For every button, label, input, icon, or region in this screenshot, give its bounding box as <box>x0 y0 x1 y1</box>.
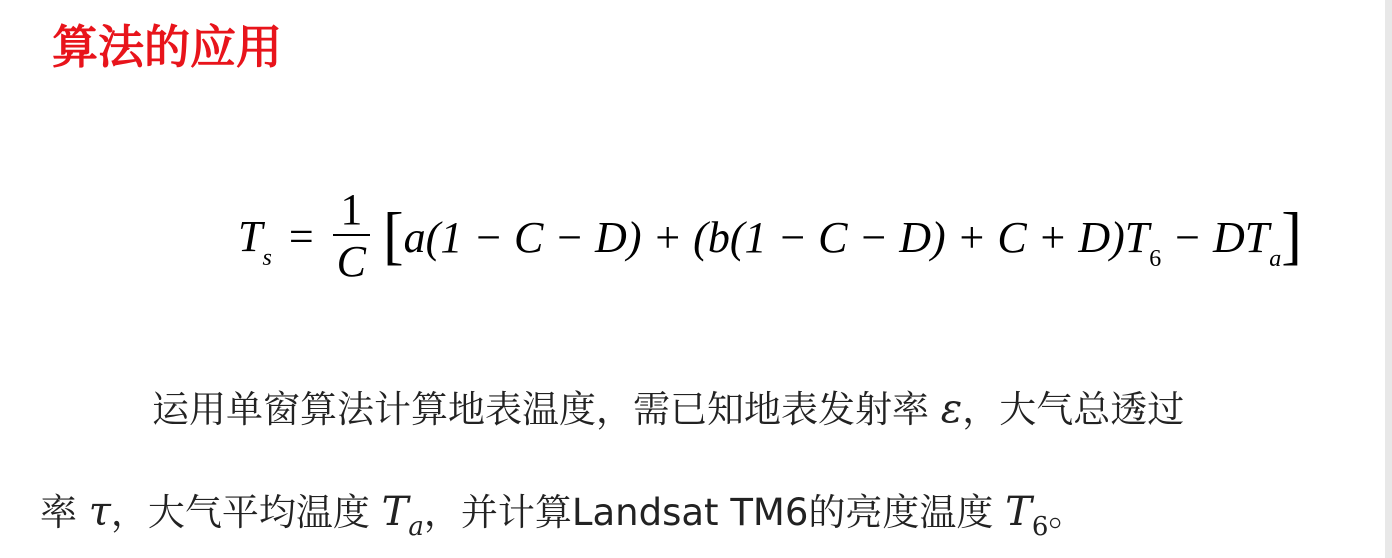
epsilon-symbol: ε <box>940 386 963 432</box>
formula-equals: = <box>288 211 314 261</box>
paragraph-line-1 <box>40 384 1350 435</box>
fraction-bar <box>333 234 370 236</box>
formula-ta-sub: a <box>1269 245 1282 272</box>
scroll-edge <box>1385 0 1392 558</box>
ta-symbol: T <box>381 489 409 535</box>
formula-lhs-sub: s <box>262 244 272 271</box>
t6-symbol-sub: 6 <box>1031 512 1049 542</box>
t6-symbol: T <box>1005 489 1032 535</box>
line2-text-end: 。 <box>1048 491 1086 534</box>
line2-text-mid2: ，并计算Landsat TM6的亮度温度 <box>423 491 1006 534</box>
tau-symbol: τ <box>88 489 111 535</box>
paragraph-line-2 <box>40 487 1350 542</box>
formula-lhs: T <box>238 211 263 261</box>
line2-text-mid1: ，大气平均温度 <box>110 491 382 534</box>
line1-text-after: ，大气总透过 <box>962 388 1185 431</box>
page-title: 算法的应用 <box>52 20 282 74</box>
fraction-numerator: 1 <box>340 185 363 234</box>
formula <box>238 185 1302 288</box>
line1-text: 运用单窗算法计算地表温度，需已知地表发射率 <box>152 388 941 431</box>
formula-body-2: − DT <box>1161 212 1270 262</box>
formula-t6-sub: 6 <box>1149 245 1162 272</box>
formula-fraction <box>333 185 370 286</box>
fraction-denominator: C <box>336 237 367 286</box>
formula-body-1: a(1 − C − D) + (b(1 − C − D) + C + D)T <box>403 212 1150 262</box>
formula-close-bracket: ] <box>1281 199 1302 272</box>
ta-symbol-sub: a <box>408 512 424 542</box>
formula-open-bracket: [ <box>383 199 404 272</box>
line2-text-start: 率 <box>40 491 89 534</box>
